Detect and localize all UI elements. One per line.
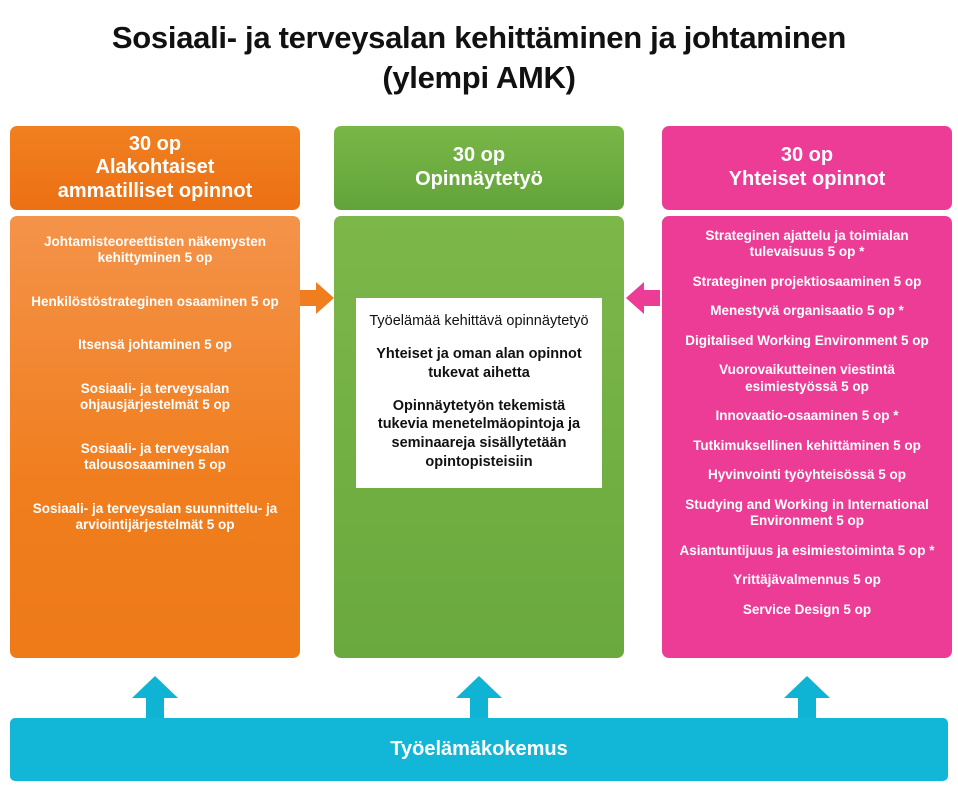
arrow-shaft — [470, 692, 488, 720]
list-item: Henkilöstöstrateginen osaaminen 5 op — [31, 293, 279, 309]
arrow-up-icon — [456, 676, 502, 720]
column-left-credits: 30 op — [128, 132, 182, 155]
note-paragraph-3: Opinnäytetyön tekemistä tukevia menetelmäopintoja ja seminaareja sisällytetään opintopisteisiin — [377, 397, 581, 471]
list-item: Strateginen ajattelu ja toimialan tulevaisuus 5 op * — [705, 228, 909, 260]
list-item: Digitalised Working Environment 5 op — [685, 332, 929, 348]
arrow-shaft — [644, 290, 660, 306]
column-right-credits: 30 op — [780, 144, 834, 167]
list-item: Strateginen projektiosaaminen 5 op — [692, 273, 922, 289]
column-right-body — [662, 216, 952, 658]
list-item: Tutkimuksellinen kehittäminen 5 op — [693, 437, 921, 453]
column-left-heading-line1: Alakohtaiset — [95, 156, 215, 179]
column-middle-heading: Opinnäytetyö — [415, 168, 543, 190]
arrow-head — [626, 282, 644, 314]
list-item: Studying and Working in International Environment 5 op — [685, 496, 929, 529]
column-opinnaytetyo — [334, 126, 624, 658]
footer-banner — [10, 718, 948, 781]
list-item: Service Design 5 op — [742, 601, 872, 617]
column-left-heading-line2: ammatilliset opinnot — [57, 179, 253, 202]
list-item: Sosiaali- ja terveysalan talousosaaminen 5 op — [80, 440, 230, 473]
arrow-head — [316, 282, 334, 314]
list-item: Hyvinvointi työyhteisössä 5 op — [707, 467, 907, 483]
arrow-shaft — [146, 692, 164, 720]
list-item: Yrittäjävalmennus 5 op — [733, 572, 881, 588]
column-middle-credits: 30 op — [452, 144, 506, 167]
column-alakohtaiset-ammatilliset-opinnot — [10, 126, 300, 658]
arrow-up-icon — [784, 676, 830, 720]
column-yhteiset-opinnot — [662, 126, 952, 658]
arrow-right-icon — [300, 282, 334, 314]
arrow-shaft — [798, 692, 816, 720]
list-item: Johtamisteoreettisten näkemysten kehittyminen 5 op — [43, 234, 267, 266]
column-right-header — [662, 126, 952, 210]
list-item: Asiantuntijuus ja esimiestoiminta 5 op * — [679, 542, 935, 558]
column-right-heading: Yhteiset opinnot — [728, 168, 886, 190]
column-left-header — [10, 126, 300, 210]
list-item: Sosiaali- ja terveysalan suunnittelu- ja arviointijärjestelmät 5 op — [32, 500, 278, 533]
note-paragraph-1: Työelämää kehittävä opinnäytetyö — [369, 313, 589, 329]
column-middle-header — [334, 126, 624, 210]
arrow-left-icon — [626, 282, 660, 314]
arrow-up-icon — [132, 676, 178, 720]
arrow-shaft — [300, 290, 316, 306]
column-left-body — [10, 216, 300, 658]
page-title — [0, 18, 958, 97]
list-item: Sosiaali- ja terveysalan ohjausjärjestelmät 5 op — [79, 380, 231, 413]
column-middle-body — [334, 216, 624, 658]
page-title-line1: Sosiaali- ja terveysalan kehittäminen ja johtaminen — [111, 20, 847, 55]
footer-label: Työelämäkokemus — [390, 738, 568, 760]
list-item: Vuorovaikutteinen viestintä esimiestyössä 5 op — [719, 362, 895, 394]
note-paragraph-2: Yhteiset ja oman alan opinnot tukevat aihetta — [376, 345, 582, 381]
page-title-line2: (ylempi AMK) — [382, 59, 576, 95]
list-item: Menestyvä organisaatio 5 op * — [710, 303, 904, 319]
thesis-note-box — [356, 298, 602, 488]
list-item: Itsensä johtaminen 5 op — [78, 337, 232, 353]
list-item: Innovaatio-osaaminen 5 op * — [715, 408, 899, 424]
